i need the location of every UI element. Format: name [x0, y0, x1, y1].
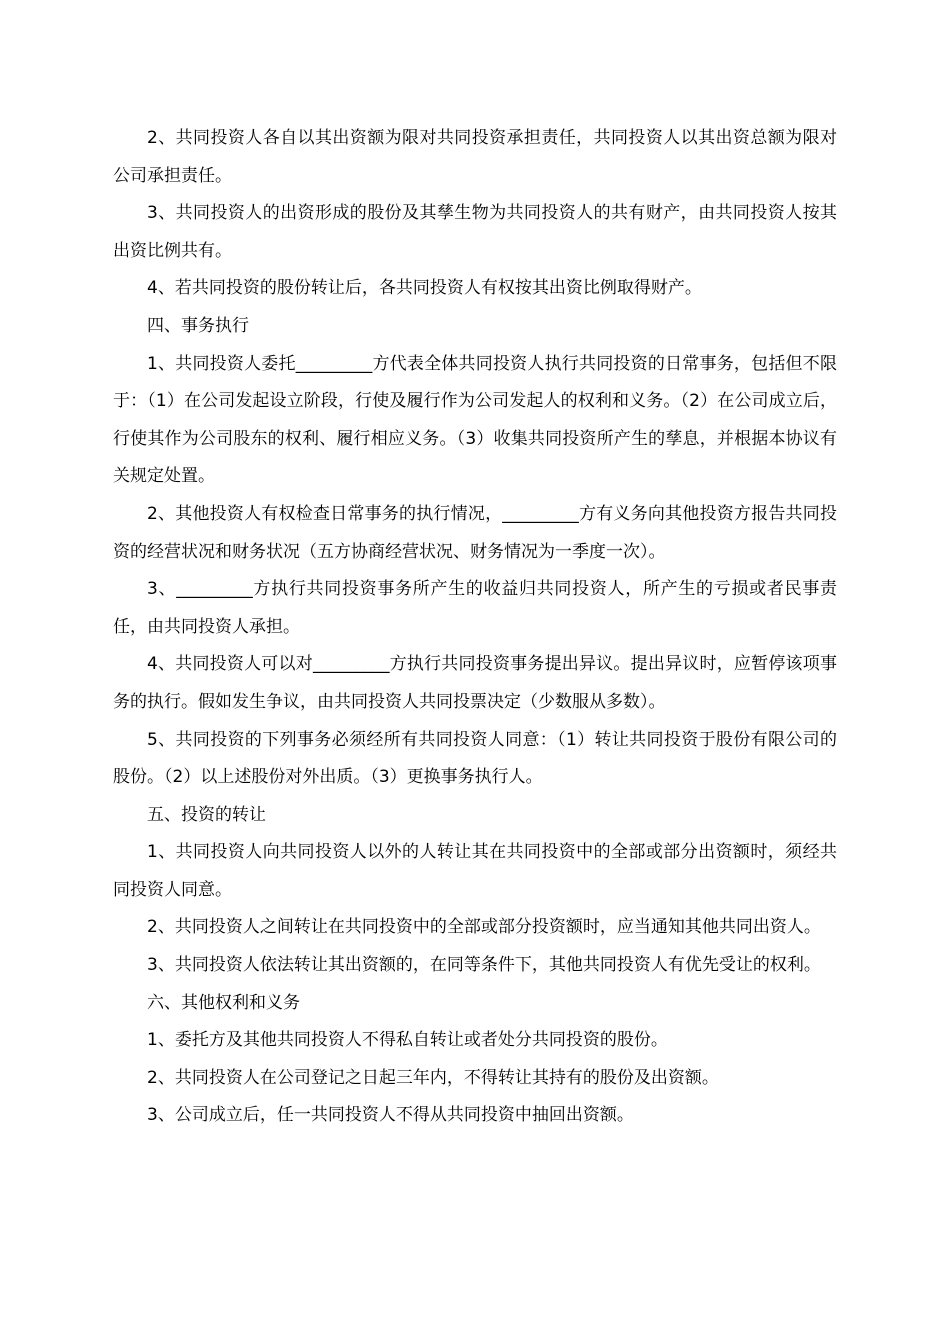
clause-3-3: 3、共同投资人的出资形成的股份及其孳生物为共同投资人的共有财产，由共同投资人按其出资比例共有。: [113, 203, 837, 261]
clause-3-4: 4、若共同投资的股份转让后，各共同投资人有权按其出资比例取得财产。: [147, 278, 702, 299]
clause-4-3: 3、_________方执行共同投资事务所产生的收益归共同投资人，所产生的亏损或者民事责任，由共同投资人承担。: [113, 579, 837, 637]
clause-6-3: 3、公司成立后，任一共同投资人不得从共同投资中抽回出资额。: [147, 1105, 634, 1126]
document-page: [113, 120, 837, 1135]
section-heading-5: 五、投资的转让: [147, 804, 266, 825]
clause-5-2: 2、共同投资人之间转让在共同投资中的全部或部分投资额时，应当通知其他共同出资人。: [147, 917, 821, 938]
clause-4-5: 5、共同投资的下列事务必须经所有共同投资人同意：（1）转让共同投资于股份有限公司的股份。（2）以上述股份对外出质。（3）更换事务执行人。: [113, 729, 837, 788]
clause-4-4: 4、共同投资人可以对_________方执行共同投资事务提出异议。提出异议时，应暂停该项事务的执行。假如发生争议，由共同投资人共同投票决定（少数服从多数）。: [113, 654, 837, 712]
clause-5-3: 3、共同投资人依法转让其出资额的，在同等条件下，其他共同投资人有优先受让的权利。: [147, 955, 821, 976]
clause-4-2: 2、其他投资人有权检查日常事务的执行情况，_________方有义务向其他投资方报告共同投资的经营状况和财务状况（五方协商经营状况、财务情况为一季度一次）。: [113, 503, 837, 562]
section-heading-6: 六、其他权利和义务: [147, 992, 300, 1013]
section-heading-4: 四、事务执行: [147, 315, 249, 336]
clause-3-2: 2、共同投资人各自以其出资额为限对共同投资承担责任，共同投资人以其出资总额为限对公司承担责任。: [113, 128, 837, 186]
clause-5-1: 1、共同投资人向共同投资人以外的人转让其在共同投资中的全部或部分出资额时，须经共同投资人同意。: [113, 842, 837, 900]
clause-6-2: 2、共同投资人在公司登记之日起三年内，不得转让其持有的股份及出资额。: [147, 1067, 719, 1088]
clause-4-1: 1、共同投资人委托_________方代表全体共同投资人执行共同投资的日常事务，包括但不限于：（1）在公司发起设立阶段，行使及履行作为公司发起人的权利和义务。（2）在公司成立后，行使其作为公司股东的权利、履行相应义务。（3）收集共同投资所产生的孳息，并根据本协议有关规定处置。: [113, 353, 837, 487]
clause-6-1: 1、委托方及其他共同投资人不得私自转让或者处分共同投资的股份。: [147, 1030, 668, 1051]
